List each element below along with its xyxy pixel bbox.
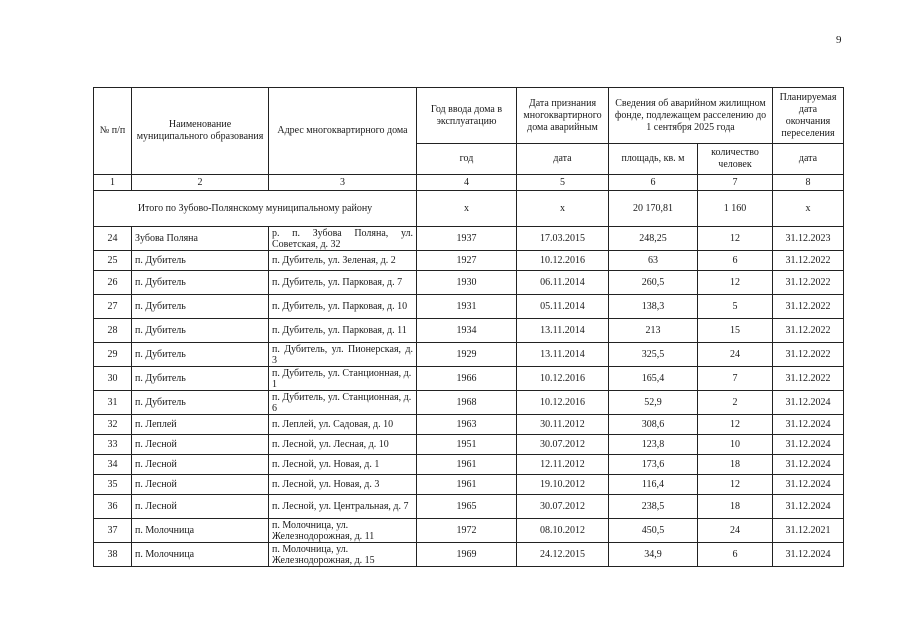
header-num: № п/п (94, 88, 132, 175)
row-number: 34 (94, 455, 132, 475)
row-planned-date: 31.12.2022 (773, 343, 844, 367)
table-row (94, 455, 844, 475)
row-planned-date: 31.12.2022 (773, 271, 844, 295)
row-people: 6 (698, 251, 773, 271)
row-recognition-date: 06.11.2014 (517, 271, 609, 295)
row-address: п. Леплей, ул. Садовая, д. 10 (269, 415, 417, 435)
table-row (94, 435, 844, 455)
row-recognition-date: 17.03.2015 (517, 227, 609, 251)
row-municipality: п. Дубитель (132, 295, 269, 319)
row-recognition-date: 30.07.2012 (517, 495, 609, 519)
row-number: 36 (94, 495, 132, 519)
row-year: 1929 (417, 343, 517, 367)
row-municipality: п. Молочница (132, 543, 269, 567)
row-municipality: п. Лесной (132, 495, 269, 519)
row-number: 27 (94, 295, 132, 319)
row-municipality: п. Лесной (132, 435, 269, 455)
row-planned-date: 31.12.2024 (773, 475, 844, 495)
row-municipality: Зубова Поляна (132, 227, 269, 251)
column-number: 2 (132, 175, 269, 191)
row-recognition-date: 13.11.2014 (517, 343, 609, 367)
row-people: 5 (698, 295, 773, 319)
row-municipality: п. Молочница (132, 519, 269, 543)
row-area: 325,5 (609, 343, 698, 367)
table-row (94, 295, 844, 319)
row-address: п. Дубитель, ул. Зеленая, д. 2 (269, 251, 417, 271)
row-address: п. Лесной, ул. Центральная, д. 7 (269, 495, 417, 519)
row-address: п. Дубитель, ул. Парковая, д. 11 (269, 319, 417, 343)
table-row (94, 415, 844, 435)
row-address: п. Лесной, ул. Новая, д. 1 (269, 455, 417, 475)
row-people: 12 (698, 271, 773, 295)
row-number: 32 (94, 415, 132, 435)
row-people: 24 (698, 343, 773, 367)
header-emergency-fund: Сведения об аварийном жилищном фонде, подлежащем расселению до 1 сентября 2025 года (609, 88, 773, 144)
row-year: 1966 (417, 367, 517, 391)
table-row (94, 543, 844, 567)
total-people: 1 160 (698, 191, 773, 227)
row-recognition-date: 08.10.2012 (517, 519, 609, 543)
row-municipality: п. Дубитель (132, 251, 269, 271)
row-area: 63 (609, 251, 698, 271)
row-municipality: п. Лесной (132, 475, 269, 495)
row-planned-date: 31.12.2022 (773, 295, 844, 319)
row-people: 2 (698, 391, 773, 415)
row-area: 52,9 (609, 391, 698, 415)
row-planned-date: 31.12.2024 (773, 543, 844, 567)
row-year: 1937 (417, 227, 517, 251)
header-planned-date: Планируемая дата окончания переселения (773, 88, 844, 144)
row-planned-date: 31.12.2021 (773, 519, 844, 543)
row-area: 238,5 (609, 495, 698, 519)
header-address: Адрес многоквартирного дома (269, 88, 417, 175)
column-number: 1 (94, 175, 132, 191)
total-label: Итого по Зубово-Полянскому муниципальному району (94, 191, 417, 227)
subheader-date: дата (517, 144, 609, 175)
header-recognition-date: Дата признания многоквартирного дома аварийным (517, 88, 609, 144)
row-planned-date: 31.12.2024 (773, 455, 844, 475)
row-number: 29 (94, 343, 132, 367)
row-people: 12 (698, 227, 773, 251)
row-planned-date: 31.12.2024 (773, 495, 844, 519)
row-number: 25 (94, 251, 132, 271)
row-area: 450,5 (609, 519, 698, 543)
row-address: п. Дубитель, ул. Пионерская, д. 3 (269, 343, 417, 367)
row-address: п. Дубитель, ул. Парковая, д. 10 (269, 295, 417, 319)
row-people: 24 (698, 519, 773, 543)
row-number: 26 (94, 271, 132, 295)
row-people: 18 (698, 495, 773, 519)
row-people: 15 (698, 319, 773, 343)
row-recognition-date: 13.11.2014 (517, 319, 609, 343)
row-recognition-date: 10.12.2016 (517, 251, 609, 271)
row-address: п. Молочница, ул. Железнодорожная, д. 11 (269, 519, 417, 543)
subheader-area: площадь, кв. м (609, 144, 698, 175)
row-people: 7 (698, 367, 773, 391)
row-people: 10 (698, 435, 773, 455)
row-planned-date: 31.12.2024 (773, 435, 844, 455)
row-planned-date: 31.12.2024 (773, 391, 844, 415)
row-area: 173,6 (609, 455, 698, 475)
row-number: 30 (94, 367, 132, 391)
page-number: 9 (836, 34, 842, 46)
row-municipality: п. Дубитель (132, 271, 269, 295)
table-row (94, 367, 844, 391)
table-row (94, 519, 844, 543)
table-row (94, 391, 844, 415)
row-year: 1927 (417, 251, 517, 271)
row-area: 165,4 (609, 367, 698, 391)
row-area: 34,9 (609, 543, 698, 567)
row-municipality: п. Леплей (132, 415, 269, 435)
header-year: Год ввода дома в эксплуатацию (417, 88, 517, 144)
row-address: р. п. Зубова Поляна, ул. Советская, д. 32 (269, 227, 417, 251)
row-year: 1931 (417, 295, 517, 319)
column-number: 4 (417, 175, 517, 191)
row-year: 1969 (417, 543, 517, 567)
table-row (94, 319, 844, 343)
row-people: 12 (698, 415, 773, 435)
total-row (94, 191, 844, 227)
row-area: 123,8 (609, 435, 698, 455)
column-number-row (94, 175, 844, 191)
row-year: 1965 (417, 495, 517, 519)
row-recognition-date: 10.12.2016 (517, 391, 609, 415)
row-people: 12 (698, 475, 773, 495)
row-people: 18 (698, 455, 773, 475)
table-row (94, 251, 844, 271)
row-recognition-date: 12.11.2012 (517, 455, 609, 475)
row-planned-date: 31.12.2023 (773, 227, 844, 251)
row-area: 138,3 (609, 295, 698, 319)
row-recognition-date: 19.10.2012 (517, 475, 609, 495)
row-municipality: п. Дубитель (132, 367, 269, 391)
row-municipality: п. Дубитель (132, 343, 269, 367)
column-number: 3 (269, 175, 417, 191)
row-area: 248,25 (609, 227, 698, 251)
row-address: п. Лесной, ул. Лесная, д. 10 (269, 435, 417, 455)
resettlement-table (93, 87, 844, 567)
row-address: п. Дубитель, ул. Станционная, д. 6 (269, 391, 417, 415)
row-recognition-date: 05.11.2014 (517, 295, 609, 319)
total-year: х (417, 191, 517, 227)
row-number: 37 (94, 519, 132, 543)
row-municipality: п. Дубитель (132, 319, 269, 343)
table-row (94, 475, 844, 495)
table-row (94, 343, 844, 367)
row-area: 213 (609, 319, 698, 343)
subheader-date-2: дата (773, 144, 844, 175)
row-planned-date: 31.12.2022 (773, 367, 844, 391)
column-number: 8 (773, 175, 844, 191)
row-number: 38 (94, 543, 132, 567)
row-year: 1934 (417, 319, 517, 343)
total-date: х (517, 191, 609, 227)
row-number: 33 (94, 435, 132, 455)
row-year: 1930 (417, 271, 517, 295)
total-planned: х (773, 191, 844, 227)
row-recognition-date: 30.07.2012 (517, 435, 609, 455)
row-number: 24 (94, 227, 132, 251)
row-number: 28 (94, 319, 132, 343)
subheader-year: год (417, 144, 517, 175)
row-address: п. Молочница, ул. Железнодорожная, д. 15 (269, 543, 417, 567)
row-year: 1963 (417, 415, 517, 435)
row-year: 1961 (417, 455, 517, 475)
row-address: п. Дубитель, ул. Парковая, д. 7 (269, 271, 417, 295)
row-address: п. Дубитель, ул. Станционная, д. 1 (269, 367, 417, 391)
row-number: 31 (94, 391, 132, 415)
table-row (94, 227, 844, 251)
row-area: 308,6 (609, 415, 698, 435)
row-year: 1972 (417, 519, 517, 543)
row-area: 116,4 (609, 475, 698, 495)
row-address: п. Лесной, ул. Новая, д. 3 (269, 475, 417, 495)
row-people: 6 (698, 543, 773, 567)
row-planned-date: 31.12.2024 (773, 415, 844, 435)
row-planned-date: 31.12.2022 (773, 319, 844, 343)
table-row (94, 271, 844, 295)
row-year: 1961 (417, 475, 517, 495)
subheader-people: количество человек (698, 144, 773, 175)
column-number: 7 (698, 175, 773, 191)
row-number: 35 (94, 475, 132, 495)
row-recognition-date: 10.12.2016 (517, 367, 609, 391)
row-recognition-date: 30.11.2012 (517, 415, 609, 435)
row-municipality: п. Дубитель (132, 391, 269, 415)
column-number: 5 (517, 175, 609, 191)
row-area: 260,5 (609, 271, 698, 295)
total-area: 20 170,81 (609, 191, 698, 227)
row-planned-date: 31.12.2022 (773, 251, 844, 271)
row-recognition-date: 24.12.2015 (517, 543, 609, 567)
row-year: 1968 (417, 391, 517, 415)
header-municipality: Наименование муниципального образования (132, 88, 269, 175)
table-row (94, 495, 844, 519)
column-number: 6 (609, 175, 698, 191)
row-year: 1951 (417, 435, 517, 455)
row-municipality: п. Лесной (132, 455, 269, 475)
